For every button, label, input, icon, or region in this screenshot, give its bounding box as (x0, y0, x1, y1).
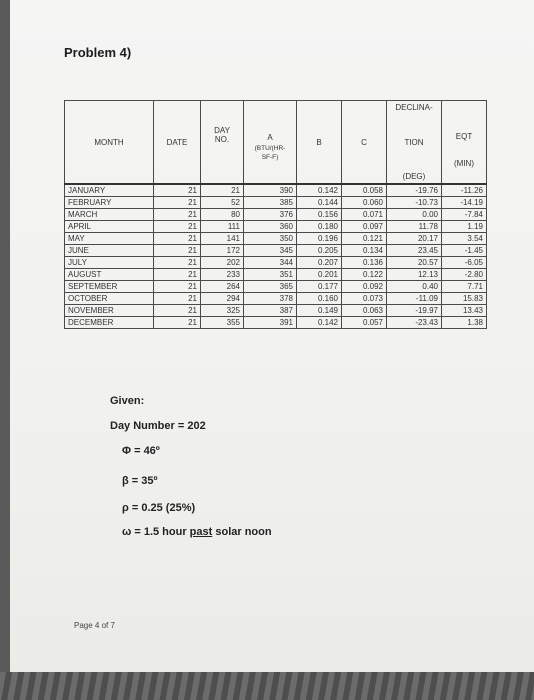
cell-month: NOVEMBER (65, 305, 154, 317)
header-a-line1: A (267, 133, 273, 142)
cell-c: 0.121 (342, 233, 387, 245)
cell-day: 202 (201, 257, 244, 269)
cell-decl: -19.76 (387, 184, 442, 197)
background-surface (0, 672, 534, 700)
header-day-line2: NO. (214, 135, 230, 144)
given-rho: ρ = 0.25 (25%) (122, 502, 196, 514)
cell-day: 21 (201, 184, 244, 197)
header-decl-line3: (DEG) (402, 172, 426, 181)
cell-b: 0.144 (297, 197, 342, 209)
header-eqt-line1: EQT (455, 132, 473, 141)
cell-day: 52 (201, 197, 244, 209)
document-page (10, 0, 534, 680)
given-day-number: Day Number = 202 (110, 420, 206, 432)
cell-b: 0.180 (297, 221, 342, 233)
cell-decl: 0.40 (387, 281, 442, 293)
cell-c: 0.060 (342, 197, 387, 209)
cell-c: 0.092 (342, 281, 387, 293)
table-row (65, 197, 487, 209)
cell-eqt: 3.54 (442, 233, 487, 245)
cell-eqt: -14.19 (442, 197, 487, 209)
cell-c: 0.073 (342, 293, 387, 305)
table-row (65, 293, 487, 305)
given-omega-underlined: past (189, 526, 213, 538)
header-date (154, 101, 201, 185)
cell-eqt: 13.43 (442, 305, 487, 317)
cell-day: 325 (201, 305, 244, 317)
table-row (65, 184, 487, 197)
cell-month: OCTOBER (65, 293, 154, 305)
cell-decl: -10.73 (387, 197, 442, 209)
table-row (65, 269, 487, 281)
cell-month: FEBRUARY (65, 197, 154, 209)
cell-b: 0.160 (297, 293, 342, 305)
table-row (65, 209, 487, 221)
header-declination (387, 101, 442, 185)
cell-c: 0.134 (342, 245, 387, 257)
header-month-label: MONTH (94, 137, 124, 147)
table-header-row (65, 101, 487, 185)
cell-day: 233 (201, 269, 244, 281)
given-heading: Given: (110, 395, 145, 407)
cell-c: 0.136 (342, 257, 387, 269)
cell-decl: 23.45 (387, 245, 442, 257)
cell-c: 0.122 (342, 269, 387, 281)
cell-decl: 12.13 (387, 269, 442, 281)
given-beta: β = 35º (122, 475, 158, 487)
cell-c: 0.063 (342, 305, 387, 317)
cell-month: MAY (65, 233, 154, 245)
cell-eqt: -7.84 (442, 209, 487, 221)
cell-date: 21 (154, 184, 201, 197)
page-number: Page 4 of 7 (74, 621, 115, 630)
table-row (65, 245, 487, 257)
cell-month: JANUARY (65, 184, 154, 197)
cell-b: 0.207 (297, 257, 342, 269)
cell-eqt: 1.38 (442, 317, 487, 329)
cell-decl: 11.78 (387, 221, 442, 233)
cell-date: 21 (154, 257, 201, 269)
table-row (65, 317, 487, 329)
cell-b: 0.156 (297, 209, 342, 221)
cell-month: APRIL (65, 221, 154, 233)
table-row (65, 257, 487, 269)
cell-eqt: 1.19 (442, 221, 487, 233)
header-a (244, 101, 297, 185)
cell-decl: 0.00 (387, 209, 442, 221)
header-b (297, 101, 342, 185)
cell-month: JULY (65, 257, 154, 269)
header-month (65, 101, 154, 185)
cell-decl: 20.17 (387, 233, 442, 245)
cell-a: 350 (244, 233, 297, 245)
cell-day: 294 (201, 293, 244, 305)
cell-eqt: 7.71 (442, 281, 487, 293)
header-decl-line1: DECLINA- (395, 103, 433, 112)
given-phi: Φ = 46º (122, 445, 160, 457)
cell-day: 355 (201, 317, 244, 329)
cell-date: 21 (154, 305, 201, 317)
cell-date: 21 (154, 221, 201, 233)
problem-title: Problem 4) (64, 45, 132, 60)
header-b-label: B (316, 137, 322, 147)
cell-day: 264 (201, 281, 244, 293)
cell-b: 0.142 (297, 317, 342, 329)
header-a-line2: (BTU/(HR- (254, 145, 286, 152)
cell-c: 0.097 (342, 221, 387, 233)
header-day-no (201, 101, 244, 185)
cell-a: 391 (244, 317, 297, 329)
cell-decl: 20.57 (387, 257, 442, 269)
cell-b: 0.177 (297, 281, 342, 293)
cell-decl: -23.43 (387, 317, 442, 329)
table-row (65, 305, 487, 317)
cell-a: 390 (244, 184, 297, 197)
cell-month: MARCH (65, 209, 154, 221)
cell-c: 0.071 (342, 209, 387, 221)
cell-a: 345 (244, 245, 297, 257)
cell-date: 21 (154, 293, 201, 305)
cell-a: 365 (244, 281, 297, 293)
cell-a: 351 (244, 269, 297, 281)
header-c (342, 101, 387, 185)
cell-date: 21 (154, 197, 201, 209)
cell-month: JUNE (65, 245, 154, 257)
cell-date: 21 (154, 317, 201, 329)
given-omega (122, 526, 272, 538)
table-row (65, 233, 487, 245)
header-c-label: C (361, 137, 367, 147)
cell-date: 21 (154, 281, 201, 293)
header-day-line1: DAY (214, 126, 230, 135)
cell-decl: -11.09 (387, 293, 442, 305)
table-row (65, 221, 487, 233)
cell-b: 0.196 (297, 233, 342, 245)
cell-b: 0.205 (297, 245, 342, 257)
cell-a: 376 (244, 209, 297, 221)
cell-month: AUGUST (65, 269, 154, 281)
cell-eqt: 15.83 (442, 293, 487, 305)
cell-c: 0.058 (342, 184, 387, 197)
cell-date: 21 (154, 245, 201, 257)
header-eqt (442, 101, 487, 185)
cell-a: 344 (244, 257, 297, 269)
cell-day: 111 (201, 221, 244, 233)
cell-month: SEPTEMBER (65, 281, 154, 293)
cell-decl: -19.97 (387, 305, 442, 317)
header-decl-line2: TION (404, 137, 424, 147)
table-row (65, 281, 487, 293)
cell-day: 141 (201, 233, 244, 245)
cell-c: 0.057 (342, 317, 387, 329)
cell-eqt: -2.80 (442, 269, 487, 281)
cell-b: 0.142 (297, 184, 342, 197)
cell-date: 21 (154, 269, 201, 281)
header-a-line3: SF-F) (261, 154, 279, 161)
cell-a: 387 (244, 305, 297, 317)
cell-day: 80 (201, 209, 244, 221)
cell-eqt: -6.05 (442, 257, 487, 269)
cell-a: 360 (244, 221, 297, 233)
cell-day: 172 (201, 245, 244, 257)
cell-b: 0.201 (297, 269, 342, 281)
solar-data-table (64, 100, 487, 329)
cell-date: 21 (154, 233, 201, 245)
header-eqt-line2: (MIN) (454, 159, 474, 168)
table-body (65, 184, 487, 329)
cell-date: 21 (154, 209, 201, 221)
cell-month: DECEMBER (65, 317, 154, 329)
cell-b: 0.149 (297, 305, 342, 317)
cell-a: 378 (244, 293, 297, 305)
given-omega-suffix: solar noon (212, 526, 272, 538)
given-omega-prefix: ω = 1.5 hour (122, 526, 190, 538)
cell-eqt: -1.45 (442, 245, 487, 257)
header-date-label: DATE (166, 137, 188, 147)
cell-a: 385 (244, 197, 297, 209)
cell-eqt: -11.26 (442, 184, 487, 197)
